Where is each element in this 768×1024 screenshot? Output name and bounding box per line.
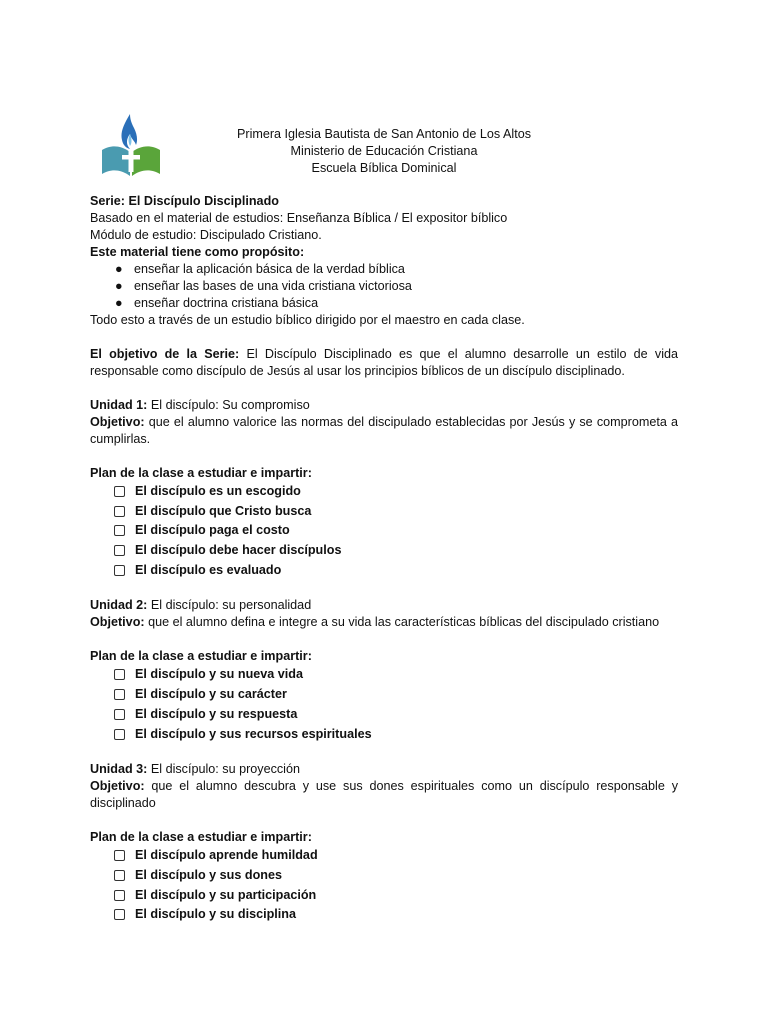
document-body [90,193,678,925]
bullet-icon: ● [115,296,123,310]
checkbox-icon[interactable] [114,729,125,740]
checkbox-icon[interactable] [114,890,125,901]
checklist-item: El discípulo es evaluado [90,561,678,581]
list-item: ● enseñar la aplicación básica de la verdad bíblica [115,262,405,276]
checklist-item: El discípulo y su respuesta [90,705,678,725]
checkbox-icon[interactable] [114,689,125,700]
header-ministry: Ministerio de Educación Cristiana [290,144,478,158]
checklist-item: El discípulo y su nueva vida [90,665,678,685]
checkbox-icon[interactable] [114,669,125,680]
checkbox-icon[interactable] [114,870,125,881]
unit-3-title: Unidad 3: El discípulo: su proyección [90,762,300,777]
proposito-label: Este material tiene como propósito: [90,245,305,259]
serie-title: Serie: El Discípulo Disciplinado [90,194,279,208]
checkbox-icon[interactable] [114,545,125,556]
checkbox-icon[interactable] [114,565,125,576]
checklist-item: El discípulo paga el costo [90,521,678,541]
unit-3-checklist [90,846,678,925]
header-school: Escuela Bíblica Dominical [311,161,457,175]
unit-1-objective: Objetivo: que el alumno valorice las normas del discipulado establecidas por Jesús y se comprometa a cumplirlas. [90,415,678,446]
modulo-text: Módulo de estudio: Discipulado Cristiano. [90,228,322,242]
checklist-item: El discípulo que Cristo busca [90,502,678,522]
list-item: ● enseñar doctrina cristiana básica [115,296,319,310]
checklist-item: El discípulo y sus dones [90,866,678,886]
checklist-item: El discípulo y su disciplina [90,905,678,925]
unit-1-plan-label: Plan de la clase a estudiar e impartir: [90,466,312,480]
basado-text: Basado en el material de estudios: Enseñanza Bíblica / El expositor bíblico [90,211,508,225]
checklist-item: El discípulo aprende humildad [90,846,678,866]
checkbox-icon[interactable] [114,525,125,536]
checklist-item: El discípulo debe hacer discípulos [90,541,678,561]
checklist-item: El discípulo y sus recursos espirituales [90,725,678,745]
checklist-item: El discípulo y su carácter [90,685,678,705]
checklist-item: El discípulo es un escogido [90,482,678,502]
list-item: ● enseñar las bases de una vida cristiana victoriosa [115,279,412,293]
unit-2-checklist [90,665,678,744]
checklist-item: El discípulo y su participación [90,886,678,906]
unit-2-plan-label: Plan de la clase a estudiar e impartir: [90,649,312,664]
objetivo-serie: El objetivo de la Serie: El Discípulo Disciplinado es que el alumno desarrolle un estilo de vida responsable como discípulo de Jesús al usar los principios bíblicos de un discípulo disciplinado. [90,347,678,378]
document-header [90,126,678,177]
checkbox-icon[interactable] [114,850,125,861]
checkbox-icon[interactable] [114,506,125,517]
checkbox-icon[interactable] [114,709,125,720]
todo-text: Todo esto a través de un estudio bíblico dirigido por el maestro en cada clase. [90,313,525,327]
header-church-name: Primera Iglesia Bautista de San Antonio de Los Altos [236,127,532,141]
unit-1-checklist [90,482,678,580]
unit-2-title: Unidad 2: El discípulo: su personalidad [90,598,312,613]
checkbox-icon[interactable] [114,486,125,497]
unit-3-plan-label: Plan de la clase a estudiar e impartir: [90,830,312,845]
bullet-icon: ● [115,262,123,276]
checkbox-icon[interactable] [114,909,125,920]
bullet-icon: ● [115,279,123,293]
proposito-list [90,261,678,312]
unit-1-title: Unidad 1: El discípulo: Su compromiso [90,398,310,412]
unit-2-objective: Objetivo: que el alumno defina e integre a su vida las características bíblicas del discipulado cristiano [90,615,660,630]
unit-3-objective: Objetivo: que el alumno descubra y use sus dones espirituales como un discípulo responsable y disciplinado [90,779,678,811]
